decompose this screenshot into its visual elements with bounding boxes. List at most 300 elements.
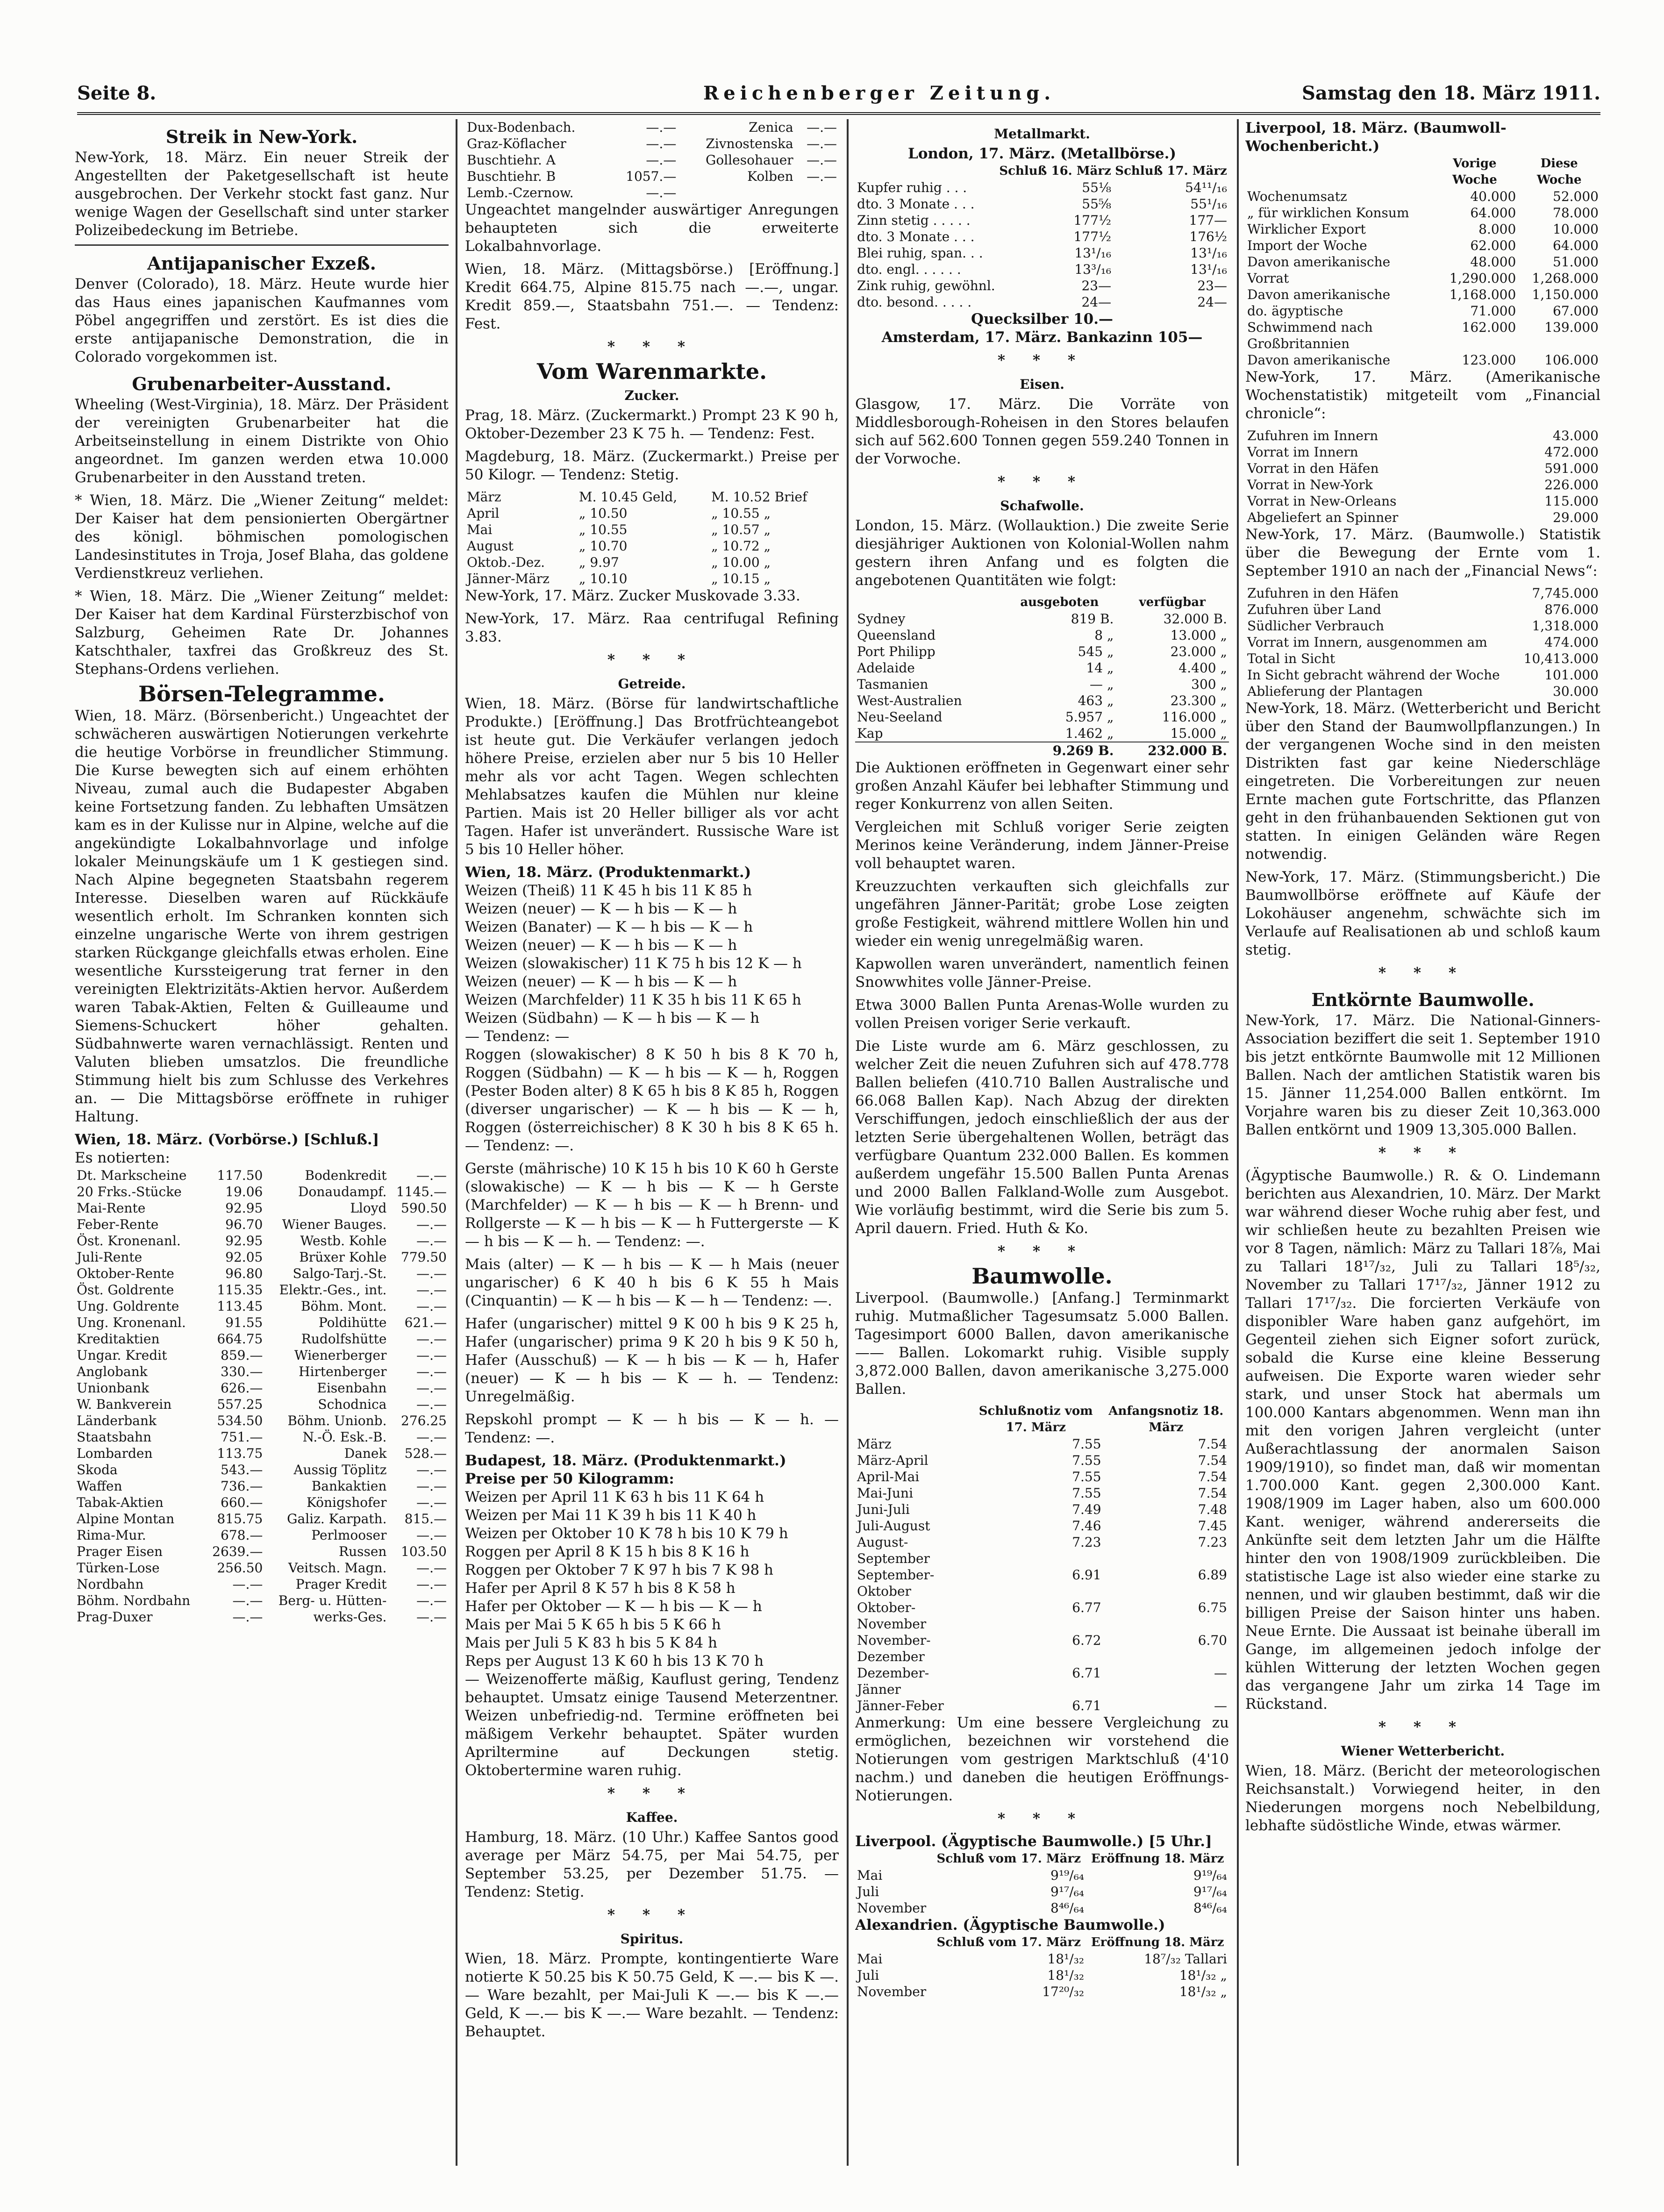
table-cell: 1,168.000	[1449, 287, 1516, 302]
table-cell: 6.75	[1198, 1600, 1227, 1615]
table-cell: —.—	[646, 120, 677, 135]
table-row	[75, 1249, 449, 1265]
price-line: Weizen (Südbahn) — K — h bis — K — h	[465, 1010, 760, 1027]
table-cell: Berg- u. Hütten-	[278, 1593, 387, 1608]
table-cell: Nordbahn	[77, 1577, 144, 1592]
table-cell: 23.300 „	[1170, 693, 1227, 708]
table-cell: Prager Eisen	[77, 1544, 163, 1559]
table-cell: 23.000 „	[1170, 644, 1227, 659]
table-row	[75, 1233, 449, 1249]
table-cell: 103.50	[401, 1544, 447, 1559]
table-cell: 9¹⁷/₆₄	[1193, 1884, 1227, 1899]
table-cell: —.—	[416, 1577, 447, 1592]
table-cell: Juli	[857, 1884, 879, 1899]
table-cell: Mai	[467, 522, 493, 537]
table-cell: 7.54	[1198, 1469, 1227, 1484]
table-cell: 7,745.000	[1532, 585, 1599, 601]
table-cell: Länderbank	[77, 1413, 157, 1428]
table-row	[1245, 352, 1600, 368]
price-line: Weizen (Banater) — K — h bis — K — h	[465, 919, 753, 935]
table-cell: 52.000	[1553, 189, 1599, 204]
market-text: Anmerkung: Um eine bessere Vergleichung zu ermöglichen, bezeichnen wir vorstehend die Notierungen vom gestrigen Marktschluß (4'10 nachm.) und daneben die heutigen Eröffnungs-Notierungen.	[855, 1714, 1229, 1804]
market-text: Repskohl prompt — K — h bis — K — h. — Tendenz: —.	[465, 1411, 839, 1446]
table-row	[75, 1527, 449, 1543]
table-cell: —.—	[646, 185, 677, 200]
stock-quotes-table	[75, 1167, 449, 1625]
table-cell: 24—	[1081, 294, 1112, 310]
table-row	[465, 185, 839, 201]
article-heading: Streik in New-York.	[165, 126, 358, 147]
column-header: Schluß 16. März	[999, 164, 1111, 178]
egypt-cotton-table	[855, 1851, 1229, 1916]
table-cell: —.—	[416, 1348, 447, 1363]
price-line: Hafer per Oktober — K — h bis — K — h	[465, 1598, 762, 1615]
table-row	[855, 676, 1229, 692]
table-row	[855, 1984, 1229, 2000]
table-cell: Jänner-Feber	[857, 1698, 944, 1713]
column-rule	[456, 119, 457, 2166]
table-cell: 62.000	[1470, 238, 1516, 253]
article-heading: Grubenarbeiter-Ausstand.	[132, 373, 392, 394]
table-row	[855, 1665, 1229, 1698]
table-cell: 621.—	[404, 1315, 447, 1330]
market-text: Hamburg, 18. März. (10 Uhr.) Kaffee Santos good average per März 54.75, per Mai 54.75, per September 53.25, per Dezember 51.75. — Tendenz: Stetig.	[465, 1829, 839, 1900]
table-cell: Wiener Bauges.	[282, 1217, 387, 1232]
table-cell: —.—	[416, 1397, 447, 1412]
table-cell: 18¹/₃₂	[1047, 1951, 1085, 1967]
separator-stars: * * *	[607, 651, 697, 668]
news-item: * Wien, 18. März. Die „Wiener Zeitung“ meldet: Der Kaiser hat dem pensionierten Obergärtner des königl. böhmischen pomologischen Landesinstitutes in Troja, Josef Blaha, das goldene Verdienstkreuz verliehen.	[75, 492, 449, 582]
table-cell: dto. 3 Monate . . .	[857, 196, 975, 212]
column-header: Schluß vom 17. März	[936, 1852, 1081, 1866]
table-cell: April	[467, 506, 500, 521]
table-row	[855, 1534, 1229, 1567]
table-cell: Prag-Duxer	[77, 1609, 153, 1625]
table-cell: —.—	[416, 1282, 447, 1298]
table-cell: Sydney	[857, 611, 906, 627]
table-row	[75, 1396, 449, 1413]
table-cell: Aussig Töplitz	[293, 1462, 387, 1477]
section-heading: Vom Warenmarkte.	[536, 359, 767, 384]
table-cell: Kreditaktien	[77, 1331, 160, 1347]
stock-quotes-cont-table	[465, 119, 839, 201]
table-cell: Wienerberger	[294, 1348, 387, 1363]
table-cell: 32.000 B.	[1163, 611, 1227, 627]
table-cell: „ 10.57 „	[711, 522, 771, 537]
subsection-heading: Eisen.	[1020, 377, 1064, 392]
table-cell: Zenica	[749, 120, 793, 135]
subsection-heading: Kaffee.	[626, 1810, 678, 1825]
table-row	[1245, 319, 1600, 352]
table-cell: 7.55	[1072, 1485, 1101, 1501]
column-1	[75, 119, 449, 2184]
table-cell: „ 10.72 „	[711, 538, 771, 554]
table-row	[855, 1632, 1229, 1665]
table-cell: Juli-August	[857, 1518, 930, 1534]
table-row	[75, 1576, 449, 1592]
table-cell: 7.55	[1072, 1453, 1101, 1468]
market-heading: Alexandrien. (Ägyptische Baumwolle.)	[855, 1917, 1165, 1934]
table-cell: 664.75	[217, 1331, 263, 1347]
article-text: New-York, 18. März. Ein neuer Streik der Angestellten der Paketgesellschaft ist heute ausgebrochen. Der Verkehr stockt fast ganz. Nur wenige Wagen der Gesellschaft sind unter starker Polizeibedeckung im Betriebe.	[75, 149, 449, 239]
table-row	[1245, 428, 1600, 444]
table-cell: Brüxer Kohle	[299, 1249, 387, 1265]
metal-table	[855, 163, 1229, 310]
table-cell: 139.000	[1544, 320, 1599, 335]
market-text: New-York, 17. März. (Stimmungsbericht.) Die Baumwollbörse eröffnete auf Käufe der Lokohäuser angenehm, schwächte sich im Verlaufe auf Realisationen ab und schloß kaum stetig.	[1245, 869, 1600, 958]
table-cell: 10,413.000	[1523, 651, 1599, 666]
divider	[75, 244, 449, 246]
table-cell: —.—	[416, 1266, 447, 1281]
table-row	[855, 278, 1229, 294]
separator-stars: * * *	[607, 338, 697, 355]
table-cell: Russen	[339, 1544, 387, 1559]
table-cell: 678.—	[221, 1527, 263, 1543]
table-cell: M. 10.52 Brief	[711, 489, 807, 505]
table-cell: Prager Kredit	[295, 1577, 387, 1592]
liverpool-weekly-table	[1245, 156, 1600, 368]
table-cell: 7.55	[1072, 1436, 1101, 1452]
market-text: Die Liste wurde am 6. März geschlossen, zu welcher Zeit die neuen Zufuhren sich auf 478.778 Ballen beliefen (410.710 Ballen Australische und 66.068 Ballen Kap). Nach Abzug der direkten Verschiffungen, jedoch einschließlich der aus der letzten Serie übergehaltenen Wollen, beträgt das verfügbare Quantum 232.000 Ballen. Es kommen außerdem ungefähr 15.500 Ballen Punta Arenas und 2000 Ballen Falkland-Wolle zum Ausgebot. Wie vorläufig bestimmt, wird die Serie bis zum 5. April dauern. Fried. Huth & Ko.	[855, 1038, 1229, 1237]
separator-stars: * * *	[1378, 1719, 1468, 1735]
table-cell: —.—	[646, 152, 677, 168]
market-text: Glasgow, 17. März. Die Vorräte von Middlesborough-Roheisen in den Stores belaufen sich auf 562.600 Tonnen gegen 559.240 Tonnen in der Vorwoche.	[855, 396, 1229, 467]
table-cell: —.—	[807, 169, 837, 184]
market-text: New-York, 17. März. (Baumwolle.) Statistik über die Bewegung der Ernte vom 1. September 1910 an nach der „Financial News“:	[1245, 526, 1600, 579]
table-cell: „ 10.55	[578, 522, 628, 537]
table-cell: November	[857, 1984, 927, 1999]
article-text: Wheeling (West-Virginia), 18. März. Der Präsident der vereinigten Grubenarbeiter hat die Arbeitseinstellung in einem Distrikte von Ohio angeordnet. Im ganzen werden etwa 10.000 Grubenarbeiter in den Ausstand treten.	[75, 396, 449, 486]
table-cell: „ 10.70	[578, 538, 628, 554]
table-cell: 859.—	[221, 1348, 263, 1363]
table-cell: 177½	[1073, 229, 1112, 244]
table-cell: —.—	[232, 1609, 263, 1625]
table-cell: 6.77	[1072, 1600, 1101, 1615]
table-cell: Skoda	[77, 1462, 118, 1477]
market-line: Amsterdam, 17. März. Bankazinn 105—	[881, 329, 1203, 346]
table-cell: 5.957 „	[1065, 709, 1114, 725]
table-cell: 29.000	[1553, 510, 1599, 525]
table-cell: 9¹⁹/₆₄	[1193, 1868, 1227, 1883]
column-header: Eröffnung 18. März	[1091, 1935, 1224, 1949]
table-row	[465, 521, 839, 538]
table-row	[1245, 460, 1600, 477]
table-cell: 557.25	[217, 1397, 263, 1412]
table-cell: 7.54	[1198, 1453, 1227, 1468]
subsection-heading: Spiritus.	[620, 1931, 684, 1947]
table-row	[1245, 683, 1600, 699]
table-cell: 591.000	[1544, 461, 1599, 476]
magdeburg-table	[465, 489, 839, 587]
table-cell: Vorrat in New-Orleans	[1247, 493, 1397, 509]
table-cell: Vorrat in den Häfen	[1247, 461, 1379, 476]
price-line: Weizen (slowakischer) 11 K 75 h bis 12 K — h	[465, 955, 802, 972]
table-cell: 1,318.000	[1532, 618, 1599, 634]
table-cell: —.—	[416, 1168, 447, 1183]
table-cell: Lemb.-Czernow.	[467, 185, 574, 200]
table-cell: Öst. Kronenanl.	[77, 1233, 181, 1249]
table-cell: Waffen	[77, 1478, 122, 1494]
table-cell: 6.71	[1072, 1698, 1101, 1713]
table-row	[75, 1609, 449, 1625]
table-cell: —.—	[807, 120, 837, 135]
table-cell: 256.50	[217, 1560, 263, 1576]
table-cell: 23—	[1081, 278, 1112, 293]
column-header: Anfangsnotiz 18. März	[1108, 1404, 1224, 1434]
market-text: Die Auktionen eröffneten in Gegenwart einer sehr großen Anzahl Käufer bei lebhafter Stimmung und reger Konkurrenz von allen Seiten.	[855, 759, 1229, 813]
table-row	[855, 245, 1229, 261]
table-row	[1245, 509, 1600, 526]
table-row	[75, 1200, 449, 1216]
price-line: Weizen (Marchfelder) 11 K 35 h bis 11 K 65 h	[465, 992, 801, 1008]
news-item: * Wien, 18. März. Die „Wiener Zeitung“ meldet: Der Kaiser hat dem Kardinal Fürsterzbischof von Salzburg, Geheimen Rate Dr. Johannes Katschthaler, taxfrei das Großkreuz des St. Stephans-Ordens verliehen.	[75, 588, 449, 678]
table-cell: Alpine Montan	[77, 1511, 175, 1527]
table-cell	[678, 185, 795, 201]
table-row	[465, 554, 839, 571]
table-row	[855, 1567, 1229, 1599]
article-text: Wien, 18. März. (Börsenbericht.) Ungeachtet der schwächeren auswärtigen Notierungen verkehrte die heutige Vorbörse in freundlicher Stimmung. Die Kurse bewegten sich auf einem erhöhten Niveau, zumal auch die Budapester Abgaben keine Fortsetzung fanden. Zu lebhaften Umsätzen kam es in der Kulisse nur in Alpine, welche auf die angekündigte Lokalbahnvorlage und infolge lokaler Meinungskäufe um 1 K gestiegen sind. Nach Alpine begegneten Staatsbahn regerem Interesse. Dieselben waren auf Rückkäufe wesentlich erholt. Im Schranken konnten sich einzelne ungarische Werte von ihrem gestrigen starken Rückgange gleichfalls etwas erholen. Eine wesentliche Kurssteigerung trat ferner in den vereinigten Elektrizitäts-Aktien hervor. Außerdem waren Tabak-Aktien, Felten & Guilleaume und Siemens-Schuckert höher gehalten. Südbahnwerte waren vernachlässigt. Renten und Valuten blieben umsatzlos. Die freundliche Stimmung hielt bis zum Schlusse des Verkehres an. — Die Mittagsbörse eröffnete in ruhiger Haltung.	[75, 707, 449, 1125]
table-cell: 472.000	[1544, 444, 1599, 460]
table-cell: November-Dezember	[857, 1633, 931, 1664]
market-text: Wien, 18. März. Prompte, kontingentierte Ware notierte K 50.25 bis K 50.75 Geld, K —.— bis K —.— Ware bezahlt, per Mai-Juli K —.— bis K —.— Geld, K —.— bis K —.— Ware bezahlt. — Tendenz: Behauptet.	[465, 1950, 839, 2040]
market-heading: London, 17. März. (Metallbörse.)	[907, 145, 1177, 162]
table-cell: Zink ruhig, gewöhnl.	[857, 278, 995, 293]
subsection-heading: Wiener Wetterbericht.	[1341, 1743, 1505, 1759]
table-cell: 779.50	[401, 1249, 447, 1265]
market-text: London, 15. März. (Wollauktion.) Die zweite Serie diesjähriger Auktionen von Kolonial-Wollen nahm gestern ihren Anfang und es folgten die angebotenen Quantitäten wie folgt:	[855, 517, 1229, 589]
table-cell: 9¹⁷/₆₄	[1050, 1884, 1085, 1899]
column-4	[1245, 119, 1600, 2184]
table-cell: —.—	[416, 1217, 447, 1232]
table-row	[465, 168, 839, 185]
market-text: Kapwollen waren unverändert, namentlich feinen Snowwhites volle Jänner-Preise.	[855, 956, 1229, 991]
table-cell: 8⁴⁶/₆₄	[1193, 1900, 1227, 1916]
article-heading: Entkörnte Baumwolle.	[1311, 989, 1535, 1010]
table-cell: Lombarden	[77, 1446, 153, 1461]
table-row	[465, 538, 839, 554]
table-row	[1245, 477, 1600, 493]
table-row	[855, 228, 1229, 245]
price-line: Weizen per Oktober 10 K 78 h bis 10 K 79 h	[465, 1525, 788, 1542]
table-row	[855, 1485, 1229, 1501]
table-row	[1245, 618, 1600, 634]
table-row	[855, 660, 1229, 676]
table-row	[465, 489, 839, 505]
column-header	[1245, 156, 1431, 188]
table-cell: Böhm. Nordbahn	[77, 1593, 191, 1608]
table-row	[75, 1494, 449, 1511]
table-row	[75, 1429, 449, 1445]
table-row	[1245, 444, 1600, 460]
table-cell: Bankaktien	[311, 1478, 387, 1494]
table-row	[855, 692, 1229, 709]
table-cell: do. ägyptische	[1247, 303, 1343, 319]
table-cell: August	[467, 538, 514, 554]
table-cell: —.—	[232, 1593, 263, 1608]
market-text: Etwa 3000 Ballen Punta Arenas-Wolle wurden zu vollen Preisen voriger Serie verkauft.	[855, 997, 1229, 1032]
table-cell: dto. engl. . . . . .	[857, 262, 961, 277]
market-text: New-York, 17. März. (Amerikanische Wochenstatistik) mitgeteilt vom „Financial chronicle“:	[1245, 369, 1600, 422]
table-cell: Eisenbahn	[317, 1380, 387, 1396]
table-row	[1245, 188, 1600, 205]
table-cell: 10.000	[1553, 221, 1599, 237]
table-cell: Zinn stetig . . . . .	[857, 213, 971, 228]
table-cell: Böhm. Mont.	[300, 1299, 387, 1314]
market-text: Roggen (slowakischer) 8 K 50 h bis 8 K 70 h, Roggen (Südbahn) — K — h bis — K — h, Roggen (Pester Boden alter) 8 K 65 h bis 8 K 85 h, Roggen (diverser ungarischer) — K — h bis — K — h, Roggen (österreichischer) 8 K 30 h bis 8 K 65 h. — Tendenz: —.	[465, 1046, 839, 1154]
table-cell: N.-Ö. Esk.-B.	[302, 1429, 387, 1445]
table-cell: 55⅝	[1082, 196, 1112, 212]
table-cell: —.—	[416, 1233, 447, 1249]
table-cell: 534.50	[217, 1413, 263, 1428]
table-cell: Galiz. Karpath.	[287, 1511, 387, 1527]
table-cell: 751.—	[221, 1429, 263, 1445]
table-cell: Abgeliefert an Spinner	[1247, 510, 1399, 525]
table-cell: Schodnica	[318, 1397, 387, 1412]
price-line: Roggen per April 8 K 15 h bis 8 K 16 h	[465, 1543, 750, 1560]
table-cell: werks-Ges.	[313, 1609, 387, 1625]
table-cell: 13¹/₁₆	[1190, 262, 1227, 277]
table-row	[465, 505, 839, 521]
ny-crop-table	[1245, 585, 1600, 699]
column-2	[465, 119, 839, 2184]
table-cell: 815.75	[217, 1511, 263, 1527]
column-header	[855, 1851, 931, 1867]
table-cell: Juli-Rente	[77, 1249, 143, 1265]
table-cell: 6.70	[1198, 1633, 1227, 1648]
table-cell: Vorrat im Innern, ausgenommen am	[1247, 635, 1487, 650]
price-line: Weizen per Mai 11 K 39 h bis 11 K 40 h	[465, 1507, 757, 1524]
table-cell: Hirtenberger	[299, 1364, 387, 1379]
table-cell: 15.000 „	[1170, 726, 1227, 741]
table-cell: 7.23	[1072, 1534, 1101, 1550]
table-cell: 7.55	[1072, 1469, 1101, 1484]
table-row	[75, 1511, 449, 1527]
table-row	[855, 1967, 1229, 1984]
table-row	[855, 1698, 1229, 1714]
table-cell: 51.000	[1553, 254, 1599, 270]
table-cell: 7.45	[1198, 1518, 1227, 1534]
table-cell: 17²⁰/₃₂	[1042, 1984, 1085, 1999]
market-text: Vergleichen mit Schluß voriger Serie zeigten Merinos keine Veränderung, indem Jänner-Preise voll behauptet waren.	[855, 819, 1229, 872]
table-cell: Poldihütte	[318, 1315, 387, 1330]
table-cell: —.—	[416, 1429, 447, 1445]
table-cell: Davon amerikanische	[1247, 352, 1391, 368]
table-cell: Davon amerikanische	[1247, 287, 1391, 302]
table-row	[855, 1452, 1229, 1469]
price-line: Roggen per Oktober 7 K 97 h bis 7 K 98 h	[465, 1562, 773, 1578]
table-cell: „ 10.15 „	[711, 571, 771, 586]
table-cell: August-September	[857, 1534, 930, 1566]
table-cell: Ablieferung der Plantagen	[1247, 684, 1423, 699]
table-cell: 55¹/₁₆	[1190, 196, 1227, 212]
subsection-heading: Getreide.	[618, 676, 686, 692]
table-row	[855, 294, 1229, 310]
table-cell: 115.000	[1544, 493, 1599, 509]
section-heading: Baumwolle.	[971, 1263, 1113, 1289]
table-row	[855, 1867, 1229, 1884]
market-text: Gerste (mährische) 10 K 15 h bis 10 K 60 h Gerste (slowakische) — K — h bis — K — h Gerste (Marchfelder) — K — h bis — K — h Brenn- und Rollgerste — K — h bis — K — h Futtergerste — K — h bis — K — h. — Tendenz: —.	[465, 1160, 839, 1250]
table-cell: 660.—	[221, 1495, 263, 1510]
table-row	[1245, 585, 1600, 601]
alexandria-table	[855, 1934, 1229, 2000]
table-header-row	[855, 594, 1229, 611]
table-cell: Buschtiehr. B	[467, 169, 556, 184]
table-cell: März	[857, 1436, 892, 1452]
table-cell: —.—	[416, 1331, 447, 1347]
table-cell: Ung. Kronenanl.	[77, 1315, 186, 1330]
table-row	[465, 136, 839, 152]
table-cell: 2639.—	[212, 1544, 263, 1559]
table-cell	[855, 742, 1003, 759]
table-cell: 7.54	[1198, 1436, 1227, 1452]
table-cell: 64.000	[1470, 205, 1516, 221]
table-row	[75, 1167, 449, 1184]
table-cell: 92.95	[225, 1200, 263, 1216]
table-cell: Jänner-März	[467, 571, 550, 586]
table-cell: 6.91	[1072, 1567, 1101, 1583]
table-cell: Feber-Rente	[77, 1217, 159, 1232]
article-text: Wien, 18. März. (Mittagsbörse.) [Eröffnung.] Kredit 664.75, Alpine 815.75 nach —.—, ungar. Kredit 859.—, Staatsbahn 751.—. — Tendenz: Fest.	[465, 261, 839, 332]
table-cell: 96.70	[225, 1217, 263, 1232]
table-row	[855, 1518, 1229, 1534]
table-row	[1245, 667, 1600, 683]
table-cell: 18¹/₃₂ „	[1179, 1968, 1227, 1983]
table-row	[855, 1599, 1229, 1632]
table-cell: Perlmooser	[311, 1527, 387, 1543]
subsection-heading: Metallmarkt.	[994, 126, 1090, 142]
table-cell: — „	[1090, 677, 1114, 692]
price-line: Weizen (neuer) — K — h bis — K — h	[465, 900, 737, 917]
table-row	[1245, 237, 1600, 254]
table-cell: März-April	[857, 1453, 928, 1468]
table-row	[1245, 286, 1600, 303]
table-header-row	[855, 1403, 1229, 1436]
table-row	[465, 119, 839, 136]
table-row	[1245, 601, 1600, 618]
column-header: Diese Woche	[1536, 157, 1582, 187]
market-text: Mais (alter) — K — h bis — K — h Mais (neuer ungarischer) 6 K 40 h bis 6 K 55 h Mais (Cinquantin) — K — h bis — K — h — Tendenz: —.	[465, 1256, 839, 1309]
separator-stars: * * *	[607, 1785, 697, 1802]
table-cell: 300 „	[1191, 677, 1227, 692]
column-header	[855, 594, 1003, 611]
table-row	[1245, 650, 1600, 667]
table-cell: 106.000	[1544, 352, 1599, 368]
table-cell: Schwimmend nach Großbritannien	[1247, 320, 1373, 351]
table-cell: 13¹/₁₆	[1190, 245, 1227, 261]
table-cell: 116.000 „	[1162, 709, 1227, 725]
table-cell: 20 Frks.-Stücke	[77, 1184, 182, 1199]
market-text: Wien, 18. März. (Börse für landwirtschaftliche Produkte.) [Eröffnung.] Das Brotfrüchteangebot ist heute gut. Die Verkäufer verlangen jedoch höhere Preise, erzielen aber nur 5 bis 10 Heller mehr als vor acht Tagen. Wegen schlechten Mehlabsatzes kaufen die Mühlen nur kleine Partien. Mais ist 20 Heller billiger als vor acht Tagen. Hafer ist unverändert. Russische Ware ist 5 bis 10 Heller höher.	[465, 695, 839, 858]
table-row	[75, 1478, 449, 1494]
table-cell: Tasmanien	[857, 677, 928, 692]
table-cell: 115.35	[217, 1282, 263, 1298]
table-cell: 1,290.000	[1449, 271, 1516, 286]
table-row	[1245, 254, 1600, 270]
market-text: Hafer (ungarischer) mittel 9 K 00 h bis 9 K 25 h, Hafer (ungarischer) prima 9 K 20 h bis 9 K 50 h, Hafer (Ausschuß) — K — h bis — K — h, Hafer (neuer) — K — h bis — K — h. — Tendenz: Unregelmäßig.	[465, 1315, 839, 1405]
table-row	[75, 1445, 449, 1462]
separator-stars: * * *	[997, 352, 1087, 369]
table-cell: 18¹/₃₂	[1047, 1968, 1085, 1983]
table-cell: Ungar. Kredit	[77, 1348, 167, 1363]
table-cell: Neu-Seeland	[857, 709, 943, 725]
table-row	[75, 1282, 449, 1298]
column-header	[855, 163, 997, 179]
market-text: Magdeburg, 18. März. (Zuckermarkt.) Preise per 50 Kilogr. — Tendenz: Stetig.	[465, 448, 839, 483]
subsection-heading: Schafwolle.	[1000, 498, 1084, 514]
table-cell: März	[467, 489, 501, 505]
table-cell: 78.000	[1553, 205, 1599, 221]
price-line: Mais per Mai 5 K 65 h bis 5 K 66 h	[465, 1616, 721, 1633]
